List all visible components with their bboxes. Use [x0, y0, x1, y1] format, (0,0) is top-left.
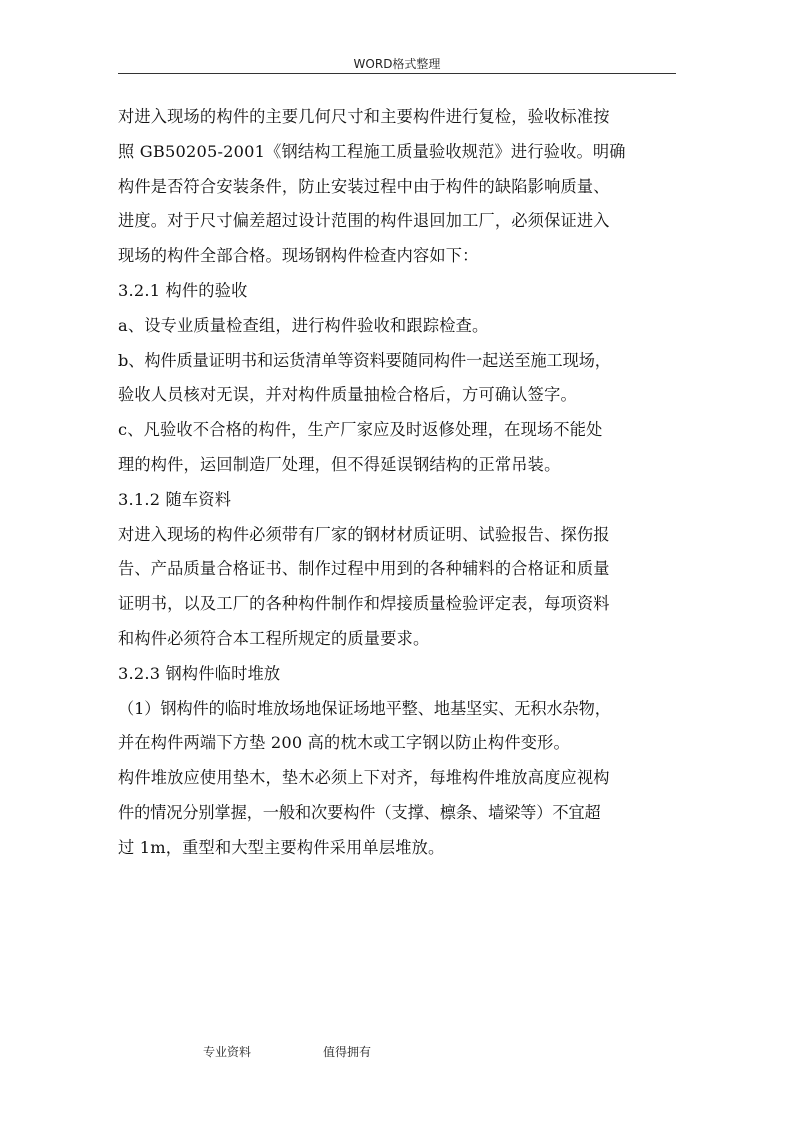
- list-item: c、凡验收不合格的构件，生产厂家应及时返修处理，在现场不能处: [118, 420, 603, 440]
- body-line: 构件是否符合安装条件，防止安装过程中由于构件的缺陷影响质量、: [118, 176, 610, 196]
- header-divider: [118, 73, 676, 74]
- body-line: 现场的构件全部合格。现场钢构件检查内容如下：: [118, 246, 479, 266]
- body-line: 证明书，以及工厂的各种构件制作和焊接质量检验评定表，每项资料: [118, 594, 610, 614]
- list-item: b、构件质量证明书和运货清单等资料要随同构件一起送至施工现场，: [118, 350, 611, 370]
- body-line: 和构件必须符合本工程所规定的质量要求。: [118, 628, 430, 648]
- section-heading: 3.2.1 构件的验收: [118, 280, 248, 300]
- section-heading: 3.1.2 随车资料: [118, 489, 232, 509]
- body-line: 过 1m，重型和大型主要构件采用单层堆放。: [118, 837, 445, 857]
- section-heading: 3.2.3 钢构件临时堆放: [118, 663, 281, 683]
- body-line: 对进入现场的构件的主要几何尺寸和主要构件进行复检，验收标准按: [118, 107, 610, 126]
- body-line: 件的情况分别掌握，一般和次要构件（支撑、檩条、墙梁等）不宜超: [118, 802, 601, 822]
- footer-left-text: 专业资料: [203, 1045, 252, 1059]
- body-line: 构件堆放应使用垫木，垫木必须上下对齐，每堆构件堆放高度应视构: [118, 768, 610, 788]
- body-line: 理的构件，运回制造厂处理，但不得延误钢结构的正常吊装。: [118, 454, 561, 474]
- body-line: 对进入现场的构件必须带有厂家的钢材材质证明、试验报告、探伤报: [118, 524, 610, 544]
- body-line: 照 GB50205-2001《钢结构工程施工质量验收规范》进行验收。明确: [118, 141, 626, 161]
- list-item: （1）钢构件的临时堆放场地保证场地平整、地基坚实、无积水杂物，: [118, 698, 611, 718]
- body-line: 进度。对于尺寸偏差超过设计范围的构件退回加工厂，必须保证进入: [118, 211, 610, 231]
- page-header: WORD格式整理: [353, 57, 441, 71]
- body-line: 并在构件两端下方垫 200 高的枕木或工字钢以防止构件变形。: [118, 733, 570, 753]
- body-line: 验收人员核对无误，并对构件质量抽检合格后，方可确认签字。: [118, 385, 577, 405]
- body-line: 告、产品质量合格证书、制作过程中用到的各种辅料的合格证和质量: [118, 559, 610, 579]
- footer-right-text: 值得拥有: [323, 1045, 372, 1059]
- list-item: a、设专业质量检查组，进行构件验收和跟踪检查。: [118, 315, 489, 335]
- document-body: [118, 100, 678, 866]
